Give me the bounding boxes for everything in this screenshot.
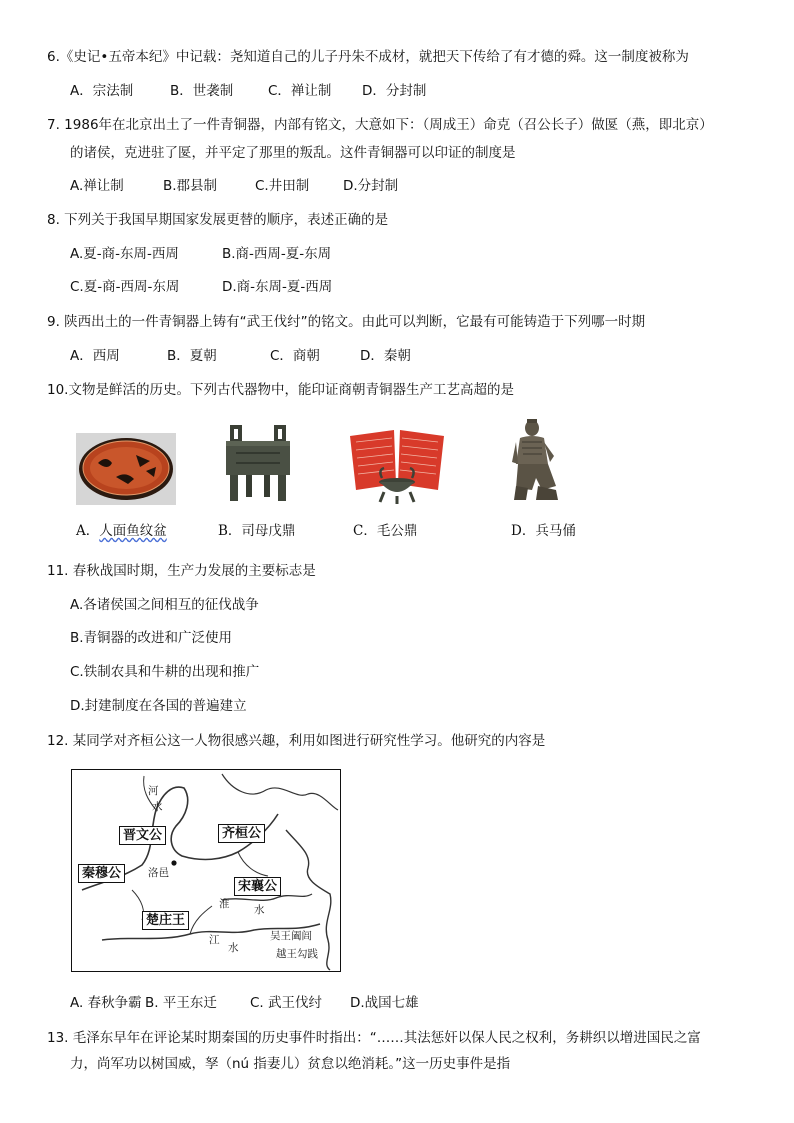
q12-option-a: A. 春秋争霸 <box>70 995 142 1011</box>
q7-option-b: B.郡县制 <box>163 178 218 194</box>
q11-option-b: B.青铜器的改进和广泛使用 <box>70 630 233 646</box>
terracotta-warrior-image <box>508 418 564 504</box>
q13-stem-line2: 力，尚军功以树国威，孥（nú 指妻儿）贫怠以绝消耗。”这一历史事件是指 <box>70 1056 511 1072</box>
q8-option-a: A.夏-商-东周-西周 <box>70 246 179 262</box>
q8-option-d: D.商-东周-夏-西周 <box>222 279 333 295</box>
simuwu-ding-image <box>222 425 294 503</box>
q10-option-c <box>353 522 417 540</box>
q9-option-b: B．夏朝 <box>167 348 217 364</box>
q10-option-b-label: 司母戊鼎 <box>241 523 296 539</box>
map-text-wu-king: 吴王阖闾 <box>270 930 312 942</box>
q10-option-d-label: 兵马俑 <box>535 523 576 539</box>
q12-option-d: D.战国七雄 <box>350 995 419 1011</box>
map-label-qi-huan-gong: 齐桓公 <box>218 824 265 843</box>
hegemony-map <box>71 769 341 972</box>
q7-option-c: C.井田制 <box>255 178 310 194</box>
q10-option-a-label: 人面鱼纹盆 <box>99 523 167 539</box>
q10-option-a <box>76 522 167 540</box>
q12-stem: 12. 某同学对齐桓公这一人物很感兴趣，利用如图进行研究性学习。他研究的内容是 <box>47 733 546 749</box>
q10-option-d <box>511 522 576 540</box>
q10-option-a-letter: A． <box>76 523 100 539</box>
map-text-shui-3: 水 <box>228 942 239 954</box>
map-text-huai: 淮 <box>219 898 230 910</box>
q8-stem: 8. 下列关于我国早期国家发展更替的顺序，表述正确的是 <box>47 212 389 228</box>
q11-option-c: C.铁制农具和牛耕的出现和推广 <box>70 664 260 680</box>
q8-option-c: C.夏-商-西周-东周 <box>70 279 180 295</box>
q11-option-a: A.各诸侯国之间相互的征伐战争 <box>70 597 259 613</box>
q11-option-d: D.封建制度在各国的普遍建立 <box>70 698 247 714</box>
map-text-jiang: 江 <box>209 934 220 946</box>
map-text-he: 河 <box>148 785 159 797</box>
q9-stem: 9. 陕西出土的一件青铜器上铸有“武王伐纣”的铭文。由此可以判断，它最有可能铸造于下列哪一时期 <box>47 314 646 330</box>
q6-option-b: B．世袭制 <box>170 83 234 99</box>
q6-option-a: A．宗法制 <box>70 83 134 99</box>
q11-stem: 11. 春秋战国时期，生产力发展的主要标志是 <box>47 563 316 579</box>
map-label-jin-wen-gong: 晋文公 <box>119 826 166 845</box>
map-label-song-xiang-gong: 宋襄公 <box>234 877 281 896</box>
q6-option-d: D．分封制 <box>362 83 427 99</box>
q7-option-d: D.分封制 <box>343 178 399 194</box>
q7-option-a: A.禅让制 <box>70 178 124 194</box>
q10-stem: 10.文物是鲜活的历史。下列古代器物中，能印证商朝青铜器生产工艺高超的是 <box>47 382 514 398</box>
q7-stem-line2: 的诸侯，克进驻了匽，并平定了那里的叛乱。这件青铜器可以印证的制度是 <box>70 145 516 161</box>
q10-option-b <box>218 522 295 540</box>
q10-option-c-label: 毛公鼎 <box>376 523 418 539</box>
map-text-yue-king: 越王勾践 <box>276 948 318 960</box>
map-label-qin-mu-gong: 秦穆公 <box>78 864 125 883</box>
map-text-shui-1: 水 <box>152 801 163 813</box>
q6-option-c: C．禅让制 <box>268 83 332 99</box>
q12-option-c: C. 武王伐纣 <box>250 995 323 1011</box>
q10-option-c-letter: C． <box>353 523 377 539</box>
q7-stem-line1: 7. 1986年在北京出土了一件青铜器，内部有铭文，大意如下：（周成王）命克（召公长子）做匽（燕，即北京） <box>47 117 713 133</box>
q9-option-a: A．西周 <box>70 348 120 364</box>
q6-stem: 6.《史记•五帝本纪》中记载：尧知道自己的儿子丹朱不成材，就把天下传给了有才德的舜。这一制度被称为 <box>47 49 689 65</box>
pottery-basin-image <box>76 433 176 505</box>
q10-option-d-letter: D． <box>511 523 536 539</box>
maogong-ding-image <box>346 428 448 504</box>
q9-option-d: D．秦朝 <box>360 348 411 364</box>
map-text-shui-2: 水 <box>254 904 265 916</box>
q9-option-c: C．商朝 <box>270 348 320 364</box>
q8-option-b: B.商-西周-夏-东周 <box>222 246 332 262</box>
map-text-luoyi: 洛邑 <box>148 867 169 879</box>
map-label-chu-zhuang-wang: 楚庄王 <box>142 911 189 930</box>
q12-option-b: B. 平王东迁 <box>145 995 217 1011</box>
q10-option-b-letter: B． <box>218 523 242 539</box>
q13-stem-line1: 13. 毛泽东早年在评论某时期秦国的历史事件时指出：“……其法惩奸以保人民之权利，务耕织以增进国民之富 <box>47 1030 701 1046</box>
